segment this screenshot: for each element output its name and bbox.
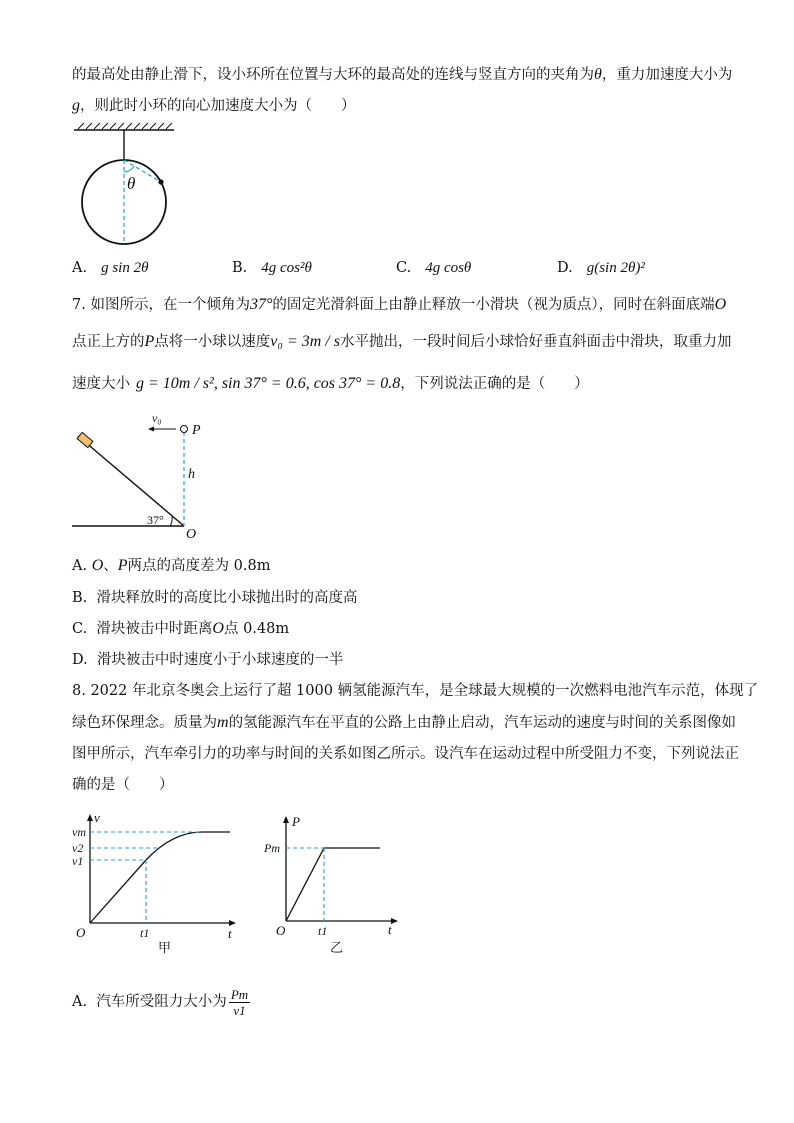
h-label: h [188,467,195,482]
tick-v2: v2 [72,841,84,855]
q6-option-d[interactable]: D. g(sin 2θ)² [557,260,645,276]
q6-stem-line2: g，则此时小环的向心加速度大小为（ ） [72,97,356,114]
q7-stem-line1: 7. 如图所示，在一个倾角为37°的固定光滑斜面上由静止释放一小滑块（视为质点），同时在斜面底端O [72,296,727,313]
x-label: t [228,926,232,941]
y-axis-arrow [283,816,289,823]
origin-label: O [76,925,86,940]
ceiling-hatch [78,123,172,129]
fraction-pm-over-v1: $\frac{Pm}{v1}$ [230,986,249,1018]
p-t-line [286,848,380,921]
q7-option-d[interactable]: D. 滑块被击中时速度小于小球速度的一半 [72,652,344,668]
caption-yi: 乙 [330,940,344,955]
q8-chart-yi [264,810,414,955]
tick-pm: Pm [264,841,280,855]
q6-option-b[interactable]: B. 4g cos²θ [232,260,312,276]
q7-stem-line3: 速度大小 g = 10m / s², sin 37° = 0.6, cos 37° = 0.8，下列说法正确的是（ ） [72,375,589,392]
y-axis-arrow [87,814,93,821]
q7-option-c[interactable]: C. 滑块被击中时距离O点 0.48m [72,620,290,637]
q7-stem-line2: 点正上方的P点将一小球以速度v₀ = 3m / s水平抛出，一段时间后小球恰好垂直斜面击中滑块，取重力加 [72,333,732,350]
q7-option-b[interactable]: B. 滑块释放时的高度比小球抛出时的高度高 [72,590,358,606]
v0-arrow-head [148,427,154,432]
q7-option-a[interactable]: A. O、P两点的高度差为 0.8m [72,557,271,574]
x-axis-arrow [391,918,398,924]
q8-chart-jia [70,810,250,955]
v-t-curve [90,832,230,923]
q8-stem-line1: 8. 2022 年北京冬奥会上运行了超 1000 辆氢能源汽车，是全球最大规模的一次燃料电池汽车示范，体现了 [72,683,759,699]
q8-stem-line4: 确的是（ ） [72,777,174,793]
origin-label: O [276,923,286,938]
theta-label: θ [127,174,136,193]
tick-vm: vm [72,825,86,839]
q6-option-a[interactable]: A. g sin 2θ [72,260,149,276]
q8-stem-line3: 图甲所示，汽车牵引力的功率与时间的关系如图乙所示。设汽车在运动过程中所受阻力不变，下列说法正 [72,746,739,762]
o-label: O [186,527,197,542]
slider-block [77,432,93,447]
caption-jia: 甲 [158,940,172,955]
q6-option-c[interactable]: C. 4g cosθ [396,260,472,276]
v0-label: v₀ [152,411,162,425]
angle-label: 37° [147,513,164,527]
q8-option-a[interactable]: A. 汽车所受阻力大小为 $\frac{Pm}{v1}$ [72,986,249,1018]
tick-v1: v1 [72,854,84,868]
q7-incline-figure [72,410,202,540]
x-label: t [388,922,392,937]
y-label: v [94,810,100,825]
angle-arc [124,166,134,172]
small-ring [158,179,163,184]
p-label: P [192,423,201,438]
y-label: P [292,814,300,829]
angle-arc [170,516,172,526]
incline-line [78,436,184,526]
q6-ring-figure [70,122,180,247]
tick-t1: t1 [140,926,150,940]
tick-t1: t1 [318,924,328,938]
q6-stem-line1: 的最高处由静止滑下，设小环所在位置与大环的最高处的连线与竖直方向的夹角为θ，重力加速度大小为 [72,66,733,83]
q8-stem-line2: 绿色环保理念。质量为m的氢能源汽车在平直的公路上由静止启动，汽车运动的速度与时间的关系图像如 [72,714,737,731]
ball [181,426,188,433]
